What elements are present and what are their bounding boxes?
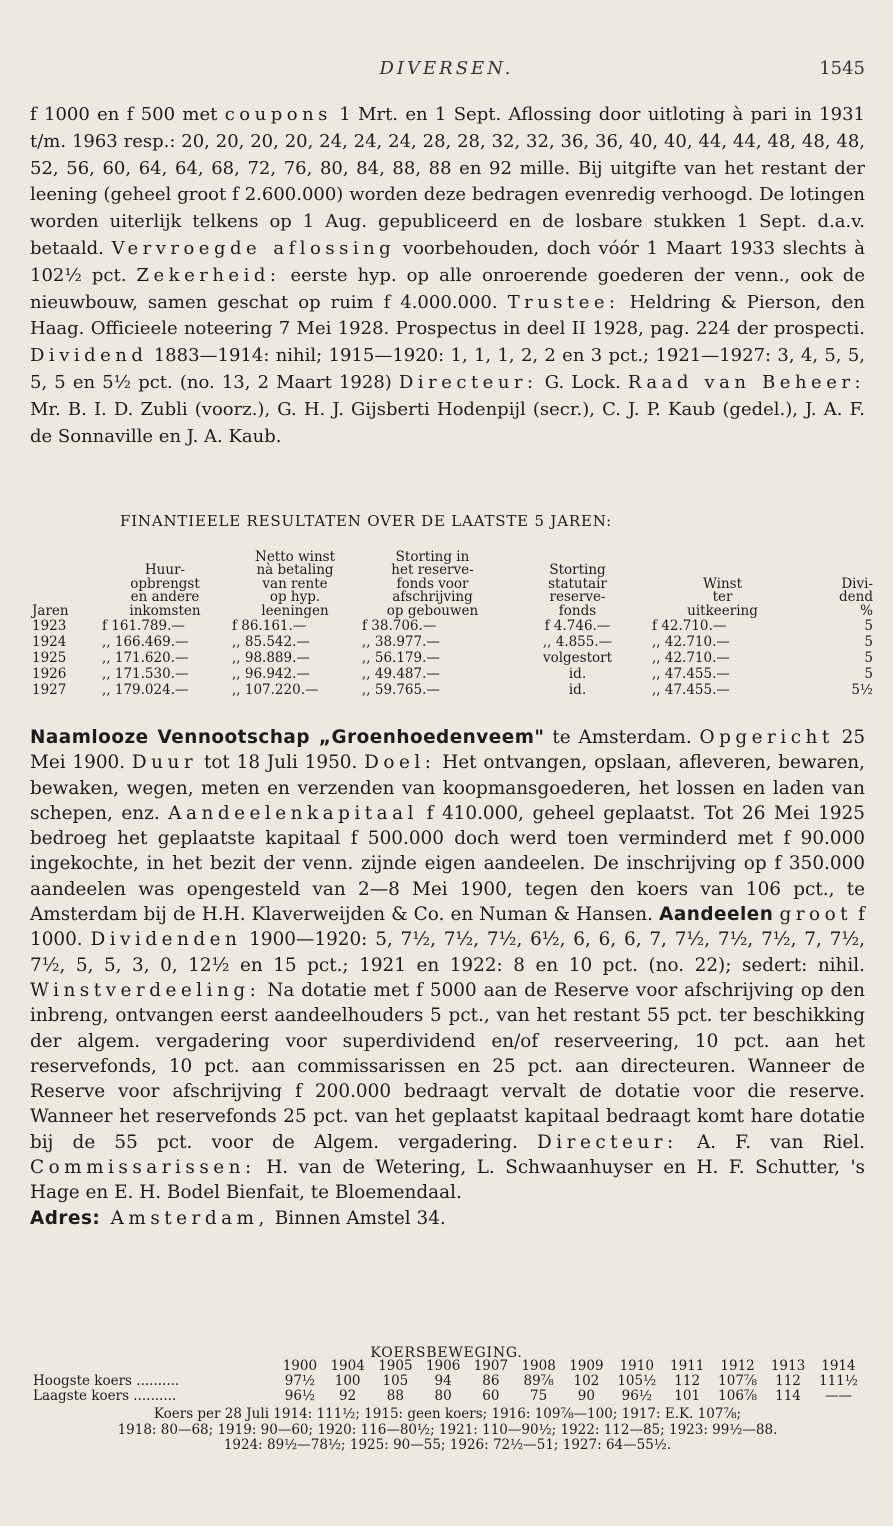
text-run: Binnen Amstel 34. [268, 1207, 446, 1229]
table-cell: 5½ [851, 682, 873, 698]
koers-hoogste-cell: 102 [573, 1373, 600, 1389]
koers-hoogste-cell: 112 [775, 1373, 801, 1389]
spaced-term-doel: Doel: [364, 752, 436, 774]
table-row [30, 634, 875, 650]
text-run: 1883—1914: nihil; 1915—1920: 1, 1, 1, 2, 2 en 3 pct.; 1921—1927: 3, 4, 5, 5, 5, 5 en 5½ pct. (no. 13, 2 Maart 1928) [30, 345, 865, 393]
table-cell: ,, 85.542.— [232, 634, 310, 650]
koers-hoogste-cell: 100 [334, 1373, 361, 1389]
table-cell: 1925 [32, 650, 67, 666]
table-cell: ,, 49.487.— [362, 666, 440, 682]
koers-corner-cell [30, 1359, 276, 1374]
col-header-huuropbrengst: Huur- opbrengst en andere inkomsten [129, 562, 201, 619]
spaced-term-coupons: coupons [224, 104, 332, 125]
table-cell: ,, 47.455.— [652, 682, 730, 698]
col-header-jaren: Jaren [32, 602, 69, 619]
spaced-term-directeur: Directeur: [537, 1131, 678, 1153]
koersbeweging-title: KOERSBEWEGING. [370, 1345, 523, 1361]
table-cell: ,, 98.889.— [232, 650, 310, 666]
koers-laagste-cell: 101 [674, 1388, 701, 1404]
koers-year-cell: 1910 [619, 1358, 654, 1374]
spaced-term-winstverdeeling: Winstverdeeling: [30, 979, 261, 1001]
loan-description-paragraph [30, 102, 865, 450]
text-run: f 1000 en f 500 met [30, 104, 225, 125]
text-run: f 1000. [30, 904, 865, 951]
koers-laagste-cell: 88 [386, 1388, 404, 1404]
koers-hoogste-row [30, 1374, 865, 1389]
table-cell: ,, 38.977.— [362, 634, 440, 650]
text-run: 25 Mei 1900. [30, 727, 866, 774]
table-cell: 1924 [32, 634, 67, 650]
text-run: voorbehouden, doch vóór 1 Maart 1933 slechts à 102½ pct. [30, 237, 866, 286]
koers-laagste-cell: 60 [482, 1388, 500, 1404]
koers-hoogste-cell: 107⅞ [718, 1373, 758, 1389]
koers-hoogste-cell: 111½ [819, 1373, 858, 1389]
table-cell: 5 [864, 618, 873, 634]
table-cell: ,, 42.710.— [652, 634, 730, 650]
spaced-term-commissarissen: Commissarissen: [30, 1157, 256, 1179]
table-cell: ,, 171.530.— [102, 666, 189, 682]
table-row [30, 666, 875, 682]
text-run: te Amsterdam. [544, 727, 700, 748]
table-cell: f 38.706.— [362, 618, 437, 634]
table-cell: 5 [864, 634, 873, 650]
koers-year-cell: 1909 [569, 1358, 604, 1374]
bold-term-aandeelen: Aandeelen [659, 904, 774, 926]
spaced-term-zekerheid: Zekerheid: [136, 264, 281, 286]
koers-year-cell: 1905 [378, 1358, 413, 1374]
table-row [30, 682, 875, 698]
table-cell: ,, 96.942.— [232, 666, 310, 682]
koers-notes [30, 1407, 865, 1454]
spaced-term-amsterdam: Amsterdam, [100, 1207, 269, 1229]
text-run: A. F. van Riel. [677, 1131, 865, 1153]
table-cell: 1926 [32, 666, 67, 682]
koers-year-cell: 1912 [720, 1358, 755, 1374]
koers-year-cell: 1908 [521, 1358, 556, 1374]
koers-note-line: 1918: 80—68; 1919: 90—60; 1920: 116—80½; 1921: 110—90½; 1922: 112—85; 1923: 99½—88. [117, 1421, 778, 1438]
text-run: H. van de Wetering, L. Schwaanhuyser en H. F. Schutter, 's Hage en E. H. Bodel Bienfait, te Bloemendaal. [30, 1157, 865, 1204]
koers-laagste-cell: —— [824, 1388, 852, 1404]
koers-hoogste-cell: 97½ [284, 1373, 315, 1389]
text-run: 1900—1920: 5, 7½, 7½, 7½, 6½, 6, 6, 6, 7, 7½, 7½, 7½, 7, 7½, 7½, 5, 5, 3, 0, 12½ en 15 pct.; 1921 en 1922: 8 en 10 pct. (no. 22); sedert: nihil. [30, 929, 865, 976]
table-cell: f 4.746.— [544, 618, 611, 634]
spaced-term-dividend: Dividend [30, 345, 148, 367]
table-cell: id. [568, 682, 587, 698]
table-cell: f 161.789.— [102, 618, 185, 634]
koers-laagste-cell: 96½ [284, 1388, 315, 1404]
koers-hoogste-cell: 105 [382, 1373, 409, 1389]
spaced-term-opgericht: Opgericht [699, 727, 834, 748]
spaced-term-directeur: Directeur: [398, 371, 538, 393]
text-run: tot 18 Juli 1950. [197, 752, 365, 774]
spaced-term-dividenden: Dividenden [90, 929, 242, 951]
table-cell: f 42.710.— [652, 618, 727, 634]
company-description-paragraph [30, 725, 865, 1231]
financial-results-rows [30, 618, 875, 698]
table-cell: ,, 59.765.— [362, 682, 440, 698]
page-number: 1545 [819, 58, 865, 79]
koers-laagste-row [30, 1389, 865, 1404]
table-cell: ,, 47.455.— [652, 666, 730, 682]
koers-laagste-label: Laagste koers .......... [33, 1388, 177, 1404]
koers-year-cell: 1906 [425, 1358, 461, 1374]
table-row [30, 618, 875, 634]
koers-laagste-cell: 92 [339, 1388, 357, 1404]
col-header-storting-reservefonds: Storting in het reserve- fonds voor afschrijving op gebouwen [386, 548, 479, 619]
text-run: Mr. B. I. D. Zubli (voorz.), G. H. J. Gijsberti Hodenpijl (secr.), C. J. P. Kaub (gedel.), J. A. F. de Sonnaville en J. A. Kaub. [30, 398, 865, 447]
table-cell: volgestort [542, 650, 613, 666]
koers-hoogste-label: Hoogste koers .......... [33, 1373, 180, 1389]
koers-note-line: Koers per 28 Juli 1914: 111½; 1915: geen koers; 1916: 109⅞—100; 1917: E.K. 107⅞; [153, 1406, 742, 1422]
koers-year-cell: 1904 [330, 1358, 365, 1374]
spaced-term-duur: Duur [131, 752, 198, 774]
text-run: 1 Mrt. en 1 Sept. Aflossing door uitloting à pari in 1931 t/m. 1963 resp.: 20, 20, 20, 20, 24, 24, 24, 28, 28, 32, 32, 36, 36, 40, 40, 44, 44, 48, 48, 48, 52, 56, 60, 64, 64, 68, 72, 76, 80, 84, 88, 88 en 92 mille. Bij uitgifte van het restant der leening (geheel groot f 2.600.000) worden deze bedragen evenredig verhoogd. De lotingen worden uiterlijk telkens op 1 Aug. gepubliceerd en de losbare stukken 1 Sept. d.a.v. betaald. [30, 104, 865, 259]
text-run: G. Lock. [537, 371, 628, 393]
spaced-term-groot: groot [779, 904, 853, 926]
spaced-term-raad-van-beheer: Raad van Beheer: [627, 371, 866, 393]
koers-hoogste-cell: 86 [482, 1373, 500, 1389]
koersbeweging-table [30, 1359, 865, 1404]
bold-term-adres: Adres: [30, 1207, 101, 1229]
koers-year-cell: 1911 [670, 1358, 705, 1374]
table-cell: ,, 171.620.— [102, 650, 189, 666]
koers-year-cell: 1907 [473, 1358, 509, 1374]
financial-results-title: FINANTIEELE RESULTATEN OVER DE LAATSTE 5 JAREN: [120, 512, 612, 530]
table-cell: ,, 166.469.— [102, 634, 189, 650]
text-run: Heldring & Pierson, den Haag. Officieele noteering 7 Mei 1928. Prospectus in deel II 1928, pag. 224 der prospecti. [30, 291, 865, 340]
koers-laagste-cell: 75 [530, 1388, 548, 1404]
koers-laagste-cell: 96½ [621, 1388, 652, 1404]
col-header-dividend: Divi- dend % [839, 575, 873, 619]
table-cell: ,, 56.179.— [362, 650, 440, 666]
spaced-term-aandeelenkapitaal: Aandeelenkapitaal [168, 802, 418, 824]
table-row [30, 650, 875, 666]
table-cell: 5 [864, 650, 873, 666]
col-header-storting-statutair: Storting statutair reserve- fonds [548, 562, 607, 619]
koers-hoogste-cell: 105½ [617, 1373, 657, 1389]
running-header-title: DIVERSEN. [379, 58, 514, 79]
table-cell: ,, 107.220.— [232, 682, 319, 698]
table-cell: f 86.161.— [232, 618, 307, 634]
company-name: Naamlooze Vennootschap „Groenhoedenveem" [30, 727, 545, 748]
table-cell: 1927 [32, 682, 67, 698]
koers-year-cell: 1900 [282, 1358, 318, 1374]
koers-hoogste-cell: 89⅞ [523, 1373, 554, 1389]
table-cell: 1923 [32, 618, 67, 634]
text-run: f 410.000, geheel geplaatst. Tot 26 Mei 1925 bedroeg het geplaatste kapitaal f 500.000 doch werd toen verminderd met f 90.000 ingekochte, in het bezit der venn. zijnde eigen aandeelen. De inschrijving op f 350.000 aandeelen was opengesteld van 2—8 Mei 1900, tegen den koers van 106 pct., te Amsterdam bij de H.H. Klaverweijden & Co. en Numan & Hansen. [30, 802, 865, 926]
koers-year-cell: 1913 [770, 1358, 806, 1374]
table-cell: id. [568, 666, 587, 682]
financial-results-table [30, 528, 875, 698]
koers-hoogste-cell: 94 [434, 1373, 452, 1389]
koers-years-row [30, 1359, 865, 1374]
text-run: eerste hyp. op alle onroerende goederen der venn., ook de nieuwbouw, samen geschat op ruim f 4.000.000. [30, 264, 865, 313]
table-cell: ,, 179.024.— [102, 682, 189, 698]
table-cell: ,, 42.710.— [652, 650, 730, 666]
table-cell: 5 [864, 666, 873, 682]
spaced-term-vervroegde-aflossing: Vervroegde aflossing [111, 237, 396, 259]
koers-laagste-cell: 80 [434, 1388, 452, 1404]
table-cell: ,, 4.855.— [542, 634, 613, 650]
spaced-term-trustee: Trustee: [507, 291, 620, 313]
text-run: Het ontvangen, opslaan, afleveren, bewaren, bewaken, wegen, meten en verzenden van koopmansgoederen, het lossen en laden van schepen, enz. [30, 752, 865, 824]
koers-year-cell: 1914 [821, 1358, 856, 1374]
koers-laagste-cell: 90 [577, 1388, 595, 1404]
koers-laagste-cell: 106⅞ [718, 1388, 758, 1404]
col-header-netto-winst: Netto winst nà betaling van rente op hyp. leeningen [255, 548, 335, 619]
koers-note-line: 1924: 89½—78½; 1925: 90—55; 1926: 72½—51; 1927: 64—55½. [223, 1437, 672, 1453]
koers-hoogste-cell: 112 [674, 1373, 701, 1389]
text-run: Na dotatie met f 5000 aan de Reserve voor afschrijving op den inbreng, ontvangen eerst aandeelhouders 5 pct., van het restant 55 pct. ter beschikking der algem. vergadering voor superdividend en/of reserveering, 10 pct. aan het reservefonds, 10 pct. aan commissarissen en 25 pct. aan directeuren. Wanneer de Reserve voor afschrijving f 200.000 bedraagt vervalt de dotatie voor die reserve. Wanneer het reservefonds 25 pct. van het geplaatst kapitaal bedraagt komt hare dotatie bij de 55 pct. voor de Algem. vergadering. [30, 979, 865, 1153]
col-header-winst-ter-uitkeering: Winst ter uitkeering [687, 575, 758, 619]
koers-laagste-cell: 114 [775, 1388, 801, 1404]
